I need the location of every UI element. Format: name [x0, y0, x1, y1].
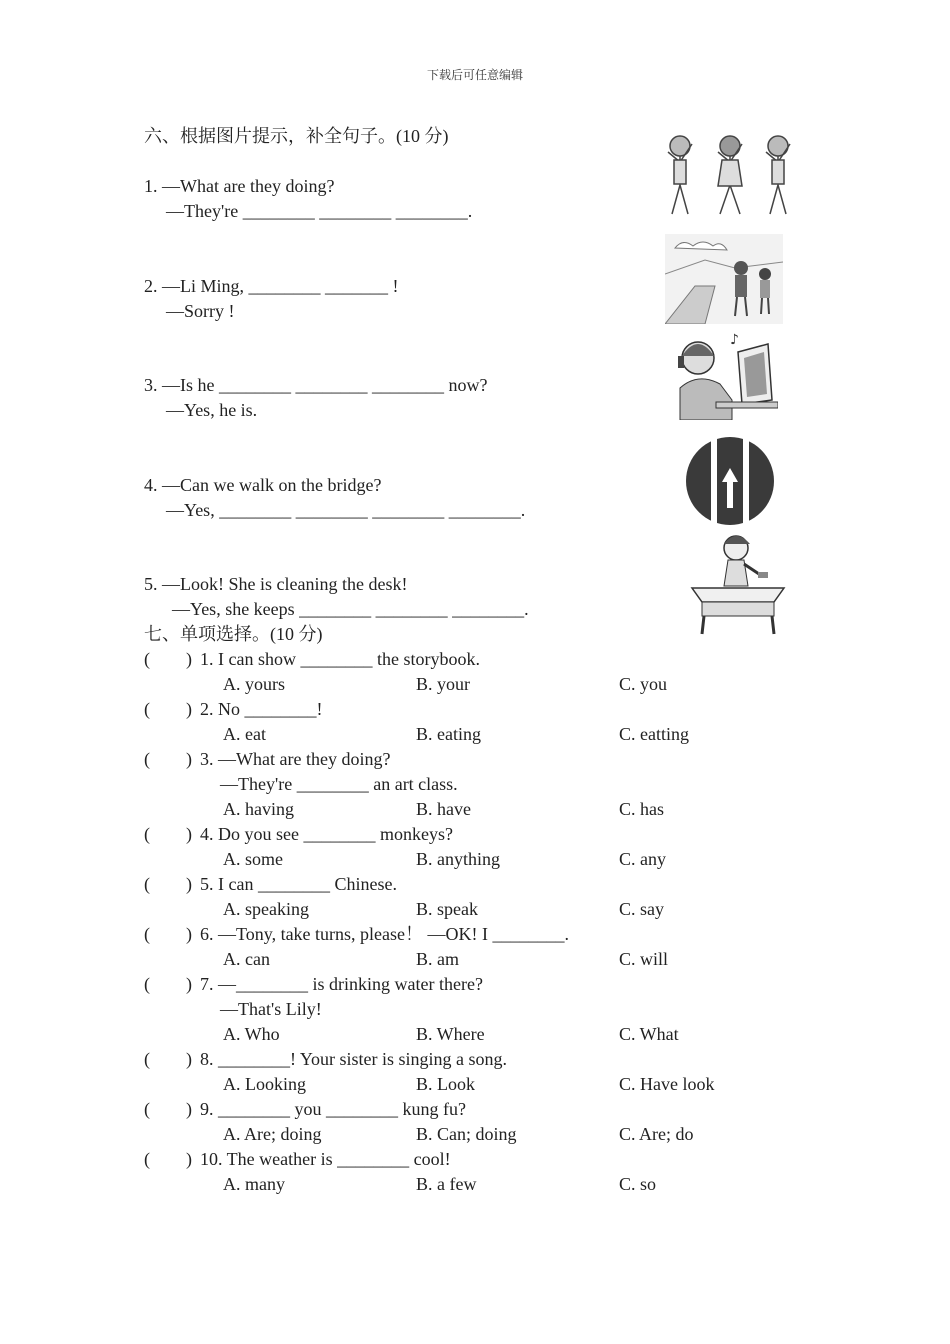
option-a: A. Looking: [223, 1074, 306, 1094]
option-c: C. What: [619, 1024, 679, 1044]
option-b: B. speak: [416, 899, 478, 919]
option-a: A. Are; doing: [223, 1124, 322, 1144]
s6-q4: 4. —Can we walk on the bridge?: [144, 475, 382, 495]
svg-text:♪: ♪: [730, 332, 739, 348]
question-stem: 3. —What are they doing?: [200, 749, 391, 769]
option-c: C. will: [619, 949, 669, 969]
question-stem: 8. ________! Your sister is singing a song.: [200, 1049, 508, 1069]
question-stem: 4. Do you see ________ monkeys?: [200, 824, 453, 844]
question-stem: 5. I can ________ Chinese.: [200, 874, 397, 894]
option-b: B. your: [416, 674, 470, 694]
question-stem: 6. —Tony, take turns, please！ —OK! I ________.: [200, 924, 570, 944]
s6-a5: —Yes, she keeps ________ ________ ________.: [172, 599, 529, 619]
option-c: C. Are; do: [619, 1124, 694, 1144]
answer-blank: ( ): [144, 649, 192, 669]
answer-blank: ( ): [144, 974, 192, 994]
option-b: B. anything: [416, 849, 500, 869]
girl-cleaning-desk-image: [688, 532, 790, 636]
option-c: C. so: [619, 1174, 657, 1194]
section6-title: 六、根据图片提示，补全句子。(10 分): [144, 126, 449, 146]
option-b: B. Look: [416, 1074, 476, 1094]
s6-q3: 3. —Is he ________ ________ ________ now?: [144, 375, 488, 395]
boy-computer-music-image: [672, 330, 778, 420]
question-stem: 9. ________ you ________ kung fu?: [200, 1099, 466, 1119]
question-extra-line: —That's Lily!: [220, 999, 322, 1019]
answer-blank: ( ): [144, 924, 192, 944]
option-a: A. yours: [223, 674, 285, 694]
option-b: B. have: [416, 799, 471, 819]
answer-blank: ( ): [144, 824, 192, 844]
option-c: C. say: [619, 899, 664, 919]
question-stem: 7. —________ is drinking water there?: [200, 974, 483, 994]
option-b: B. a few: [416, 1174, 477, 1194]
road-shouting-image: [665, 234, 783, 324]
option-c: C. has: [619, 799, 664, 819]
page-header: 下载后可任意编辑: [426, 68, 523, 82]
option-c: C. eatting: [619, 724, 689, 744]
s6-a2: —Sorry !: [166, 301, 235, 321]
option-a: A. Who: [223, 1024, 280, 1044]
answer-blank: ( ): [144, 749, 192, 769]
option-a: A. can: [223, 949, 270, 969]
s6-a1: —They're ________ ________ ________.: [166, 201, 473, 221]
option-b: B. eating: [416, 724, 481, 744]
question-extra-line: —They're ________ an art class.: [220, 774, 458, 794]
answer-blank: ( ): [144, 699, 192, 719]
answer-blank: ( ): [144, 1149, 192, 1169]
s6-a3: —Yes, he is.: [166, 400, 258, 420]
option-b: B. am: [416, 949, 459, 969]
option-b: B. Can; doing: [416, 1124, 517, 1144]
answer-blank: ( ): [144, 1099, 192, 1119]
option-c: C. any: [619, 849, 666, 869]
answer-blank: ( ): [144, 874, 192, 894]
answer-blank: ( ): [144, 1049, 192, 1069]
option-a: A. many: [223, 1174, 285, 1194]
option-a: A. having: [223, 799, 294, 819]
question-stem: 2. No ________!: [200, 699, 323, 719]
option-c: C. you: [619, 674, 668, 694]
one-way-road-sign-image: [685, 436, 775, 526]
s6-q1: 1. —What are they doing?: [144, 176, 335, 196]
option-c: C. Have look: [619, 1074, 715, 1094]
exercising-children-image: [660, 130, 802, 220]
option-a: A. speaking: [223, 899, 309, 919]
question-stem: 10. The weather is ________ cool!: [200, 1149, 451, 1169]
option-a: A. some: [223, 849, 283, 869]
s6-q2: 2. —Li Ming, ________ _______ !: [144, 276, 399, 296]
section7-title: 七、单项选择。(10 分): [144, 624, 323, 644]
option-a: A. eat: [223, 724, 266, 744]
question-stem: 1. I can show ________ the storybook.: [200, 649, 480, 669]
option-b: B. Where: [416, 1024, 485, 1044]
s6-a4: —Yes, ________ ________ ________ ________.: [166, 500, 526, 520]
s6-q5: 5. —Look! She is cleaning the desk!: [144, 574, 408, 594]
